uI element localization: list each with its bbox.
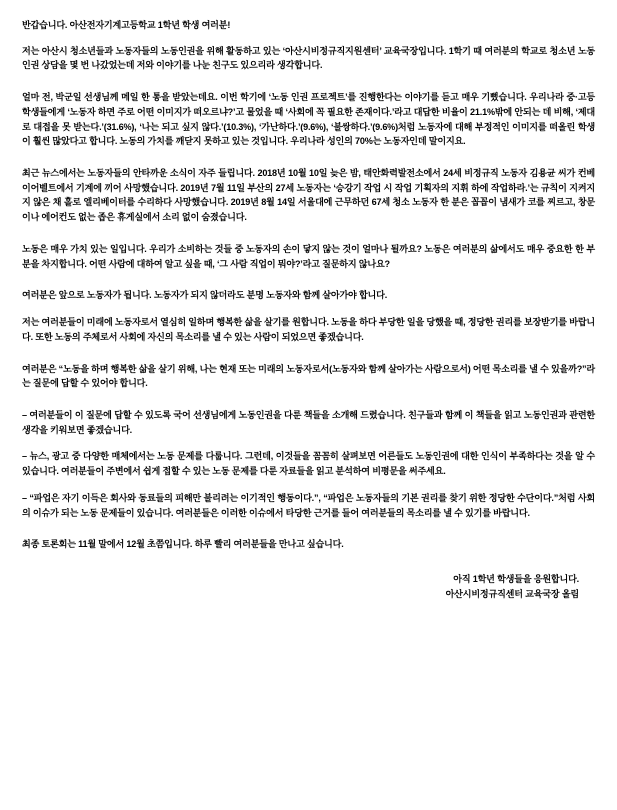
signature-line-2: 아산시비정규직센터 교육국장 올림 [445, 588, 579, 599]
task-books-paragraph: – 여러분들이 이 질문에 답할 수 있도록 국어 선생님에게 노동인권을 다룬 책들을 소개해 드렸습니다. 친구들과 함께 이 책들을 읽고 노동인권과 관련한 생각을 키워보면 좋겠습니다. [22, 409, 595, 435]
labor-value-paragraph: 노동은 매우 가치 있는 일입니다. 우리가 소비하는 것들 중 노동자의 손이 닿지 않는 것이 얼마나 될까요? 노동은 여러분의 삶에서도 매우 중요한 한 부분을 차지합니다. 어떤 사람에 대하여 알고 싶을 때, ‘그 사람 직업이 뭐야?’라고 질문하지 않나요? [22, 243, 595, 269]
survey-paragraph: 얼마 전, 박군일 선생님께 메일 한 통을 받았는데요. 이번 학기에 ‘노동 인권 프로젝트’를 진행한다는 이야기를 듣고 매우 기뻤습니다. 우리나라 중·고등학생들에게 ‘노동자 하면 주로 어떤 이미지가 떠오르냐?’고 물었을 때 ‘사회에 꼭 필요한 존재이다.’라고 대답한 비율이 21.1%밖에 안되는 데 비해, ‘제대로 대접을 못 받는다.’(31.6%), ‘나는 되고 싶지 않다.’(10.3%), ‘가난하다.’(9.6%), ‘불쌍하다.’(9.6%)처럼 노동자에 대해 부정적인 이미지를 떠올린 학생이 훨씬 많았다고 합니다. 노동의 가치를 깨닫지 못하고 있는 것입니다. 우리나라 성인의 70%는 노동자인데 말이지요. [22, 92, 595, 147]
task-debate-paragraph: – “파업은 자기 이득은 회사와 동료들의 피해만 불리려는 이기적인 행동이다.”, “파업은 노동자들의 기본 권리를 찾기 위한 정당한 수단이다.”처럼 사회의 이슈가 되는 노동 문제들이 있습니다. 여러분들은 이러한 이슈에서 타당한 근거를 들어 여러분들의 목소리를 낼 수 있기를 바랍니다. [22, 492, 595, 518]
wish-paragraph: 저는 여러분들이 미래에 노동자로서 열심히 일하며 행복한 삶을 살기를 원합니다. 노동을 하다 부당한 일을 당했을 때, 정당한 권리를 보장받기를 바랍니다. 또한 노동의 주체로서 사회에 자신의 목소리를 낼 수 있는 사람이 되었으면 좋겠습니다. [22, 317, 595, 342]
signature-block [22, 572, 595, 602]
top-divider [0, 0, 617, 3]
greeting-paragraph: 반갑습니다. 아산전자기계고등학교 1학년 학생 여러분! [22, 20, 231, 30]
intro-paragraph: 저는 아산시 청소년들과 노동자들의 노동인권을 위해 활동하고 있는 ‘아산시비정규직지원센터’ 교육국장입니다. 1학기 때 여러분의 학교로 청소년 노동인권 상담을 몇 번 나갔었는데 저와 이야기를 나눈 친구도 있으리라 생각합니다. [22, 45, 595, 71]
news-paragraph: 최근 뉴스에서는 노동자들의 안타까운 소식이 자주 들립니다. 2018년 10월 10일 늦은 밤, 태안화력발전소에서 24세 비정규직 노동자 김용균 씨가 컨베이어벨트에서 기계에 끼어 사망했습니다. 2019년 7월 11일 부산의 27세 노동자는 ‘승강기 작업 시 작업 기획자의 지휘 하에 작업하라.’는 규칙이 지켜지지 않은 채 홀로 엘리베이터를 수리하다 사망했습니다. 2019년 8월 14일 서울대에 근무하던 67세 청소 노동자 한 분은 꼽꼽이 냄새가 코를 찌르고, 창문이나 에어컨도 없는 좁은 휴게실에서 소리 없이 숨졌습니다. [22, 168, 595, 223]
schedule-paragraph: 최종 토론회는 11월 말에서 12월 초쯤입니다. 하루 빨리 여러분들을 만나고 싶습니다. [22, 539, 344, 550]
question-paragraph: 여러분은 “노동을 하며 행복한 삶을 살기 위해, 나는 현재 또는 미래의 노동자로서(노동자와 함께 살아가는 사람으로서) 어떤 목소리를 낼 수 있을까?”라는 질문에 답할 수 있어야 합니다. [22, 363, 595, 389]
future-worker-paragraph: 여러분은 앞으로 노동자가 됩니다. 노동자가 되지 않더라도 분명 노동자와 함께 살아가야 합니다. [22, 290, 388, 301]
task-media-paragraph: – 뉴스, 광고 중 다양한 매체에서는 노동 문제를 다룹니다. 그런데, 이것들을 꼼꼼히 살펴보면 어른들도 노동인권에 대한 인식이 부족하다는 것을 알 수 있습니다. 여러분들이 주변에서 쉽게 접할 수 있는 노동 문제를 다룬 자료들을 읽고 분석하여 비평문을 써주세요. [22, 451, 595, 477]
signature-line-1: 아직 1학년 학생들을 응원합니다. [453, 573, 579, 584]
